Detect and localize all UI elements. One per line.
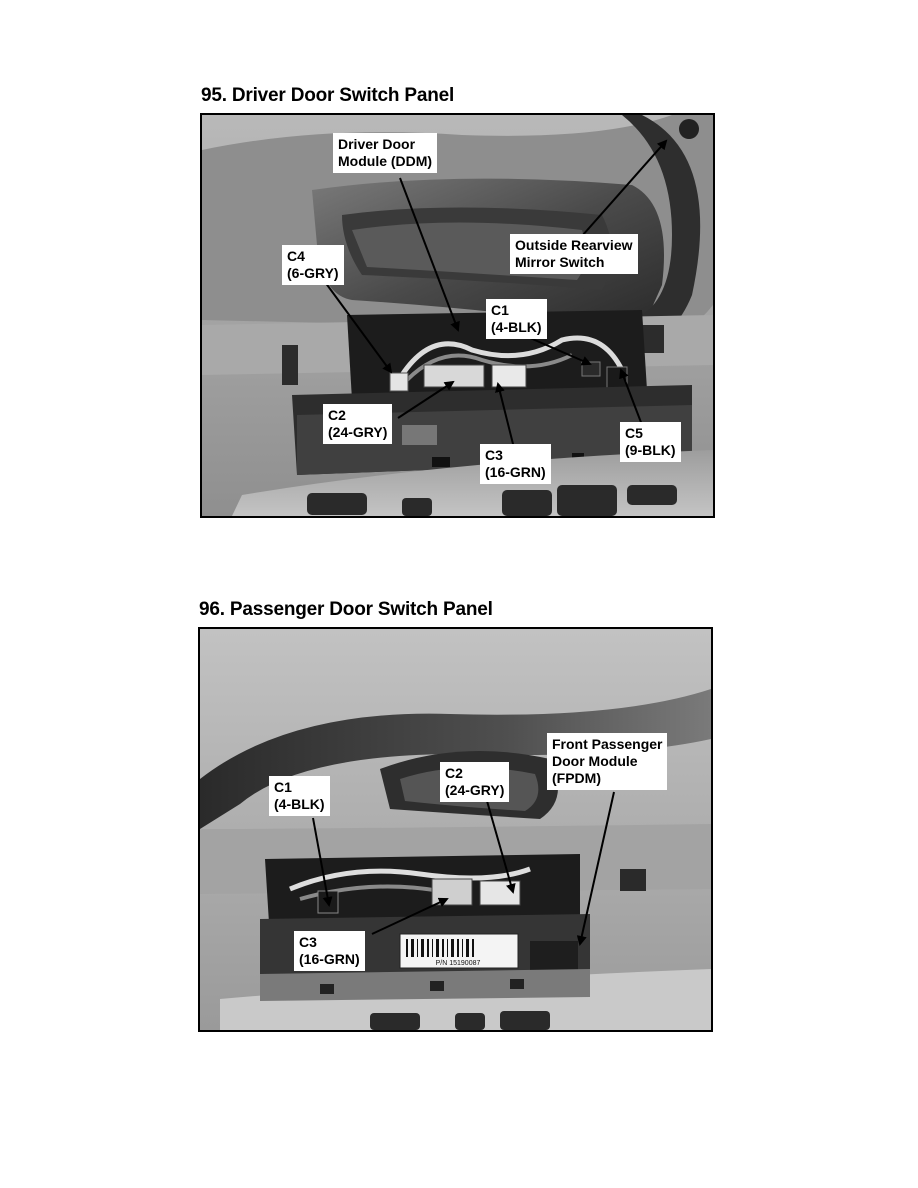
label-p-c2: C2 (24-GRY)	[440, 762, 509, 802]
label-c4: C4 (6-GRY)	[282, 245, 344, 285]
module-sticker-text: P/N 15190087	[435, 960, 481, 967]
figure-96-title: 96. Passenger Door Switch Panel	[199, 599, 493, 620]
label-p-c3: C3 (16-GRN)	[294, 931, 365, 971]
label-c5: C5 (9-BLK)	[620, 422, 681, 462]
passenger-door-photo	[198, 627, 713, 1032]
figure-95-title: 95. Driver Door Switch Panel	[201, 85, 455, 106]
label-mirror-switch: Outside Rearview Mirror Switch	[510, 234, 638, 274]
label-c1: C1 (4-BLK)	[486, 299, 547, 339]
passenger-door-panel-image	[200, 629, 711, 1030]
label-ddm: Driver Door Module (DDM)	[333, 133, 437, 173]
label-p-c1: C1 (4-BLK)	[269, 776, 330, 816]
label-c3: C3 (16-GRN)	[480, 444, 551, 484]
label-c2: C2 (24-GRY)	[323, 404, 392, 444]
label-fpdm: Front Passenger Door Module (FPDM)	[547, 733, 667, 790]
